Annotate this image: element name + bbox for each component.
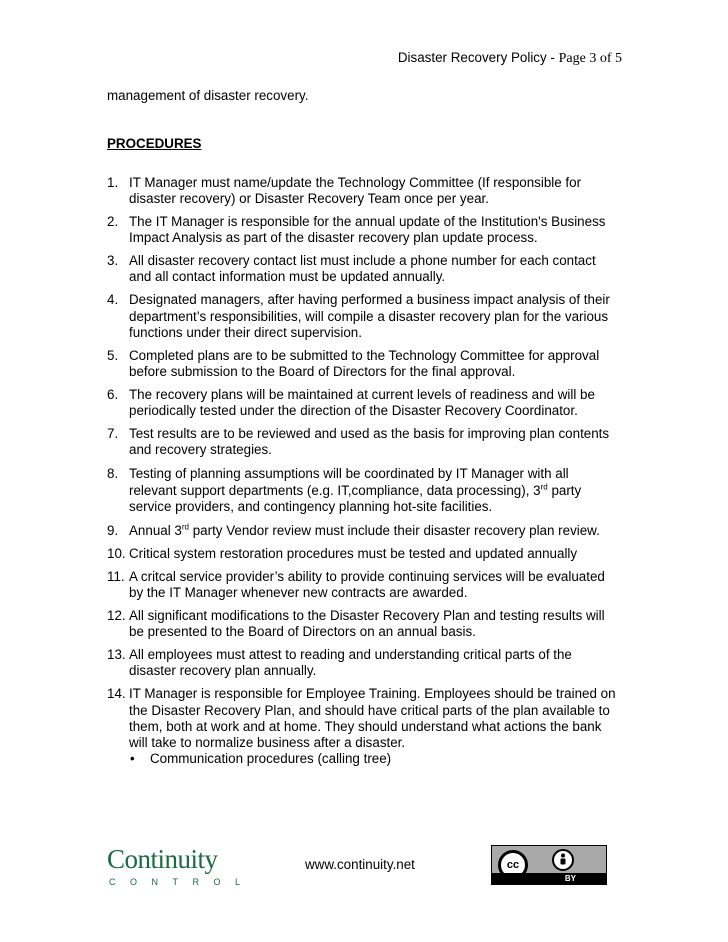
page-header: [398, 50, 622, 67]
item-text: Completed plans are to be submitted to the Technology Committee for approval before submission to the Board of Directors for the final approval.: [129, 347, 600, 379]
cc-license-badge: [491, 845, 607, 885]
list-item: [107, 569, 619, 602]
item-text: Annual 3: [129, 523, 182, 539]
item-number: 13.: [107, 647, 126, 663]
item-text: IT Manager must name/update the Technology Committee (If responsible for disaster recovery) or Disaster Recovery Team once per year.: [129, 175, 582, 207]
item-number: 3.: [107, 253, 119, 269]
item-text: Test results are to be reviewed and used as the basis for improving plan contents and recovery strategies.: [129, 425, 610, 458]
list-item: [107, 292, 619, 341]
sub-bullet-text: Communication procedures (calling tree): [150, 751, 392, 767]
list-item: [107, 686, 619, 767]
item-number: 1.: [107, 175, 119, 190]
item-text-continued: party service providers, and contingency planning hot-site facilities.: [129, 482, 582, 515]
list-item: [107, 214, 619, 247]
ordinal-suffix: rd: [181, 522, 189, 532]
section-heading: PROCEDURES: [107, 136, 202, 151]
item-text: The recovery plans will be maintained at current levels of readiness and will be periodically tested under the direction of the Disaster Recovery Coordinator.: [129, 386, 595, 419]
item-number: 10.: [107, 546, 126, 562]
list-item: [107, 608, 619, 641]
item-number: 14.: [107, 686, 126, 702]
item-number: 8.: [107, 466, 119, 482]
sub-bullet-item: [129, 751, 619, 767]
ordinal-suffix: rd: [540, 482, 548, 492]
item-number: 4.: [107, 292, 119, 308]
item-text: The IT Manager is responsible for the annual update of the Institution's Business Impact Analysis as part of the disaster recovery plan update process.: [129, 214, 606, 246]
list-item: [107, 546, 619, 562]
item-text: Testing of planning assumptions will be coordinated by IT Manager with all relevant support departments (e.g. IT,compliance, data processing), 3: [129, 466, 569, 498]
list-item: [107, 647, 619, 680]
list-item: [107, 387, 619, 420]
item-number: 11.: [107, 568, 125, 584]
person-icon: [554, 851, 572, 869]
item-text: IT Manager is responsible for Employee Training. Employees should be trained on the Disaster Recovery Plan, and should have critical parts of the plan available to them, both at work and at home. They should understand what actions the bank will take to normalize business after a disaster.: [129, 686, 616, 751]
item-number: 7.: [107, 425, 119, 441]
footer-url: www.continuity.net: [305, 857, 415, 872]
item-number: 6.: [107, 386, 119, 402]
item-text: All disaster recovery contact list must include a phone number for each contact and all contact information must be updated annually.: [129, 253, 596, 285]
item-text: Critical system restoration procedures must be tested and updated annually: [129, 546, 578, 562]
list-item: [107, 523, 619, 539]
item-number: 12.: [107, 608, 126, 624]
logo-wordmark: Continuity: [107, 844, 218, 874]
item-text: All employees must attest to reading and understanding critical parts of the disaster recovery plan annually.: [129, 647, 572, 679]
document-title: Disaster Recovery Policy -: [397, 50, 559, 65]
procedures-list: [107, 175, 619, 774]
license-strip: [492, 873, 606, 884]
cc-icon-label: cc: [506, 859, 520, 871]
item-text: A critcal service provider’s ability to provide continuing services will be evaluated by the IT Manager whenever new contracts are awarded.: [129, 568, 605, 601]
bullet-icon: •: [130, 751, 135, 767]
list-item: [107, 348, 619, 381]
list-item: [107, 175, 619, 208]
page-number: Page 3 of 5: [558, 51, 622, 66]
continuity-logo: [107, 844, 255, 890]
logo-tagline: CONTROL: [109, 877, 255, 887]
item-text: All significant modifications to the Disaster Recovery Plan and testing results will be presented to the Board of Directors on an annual basis.: [129, 608, 605, 640]
license-by-label: BY: [564, 874, 576, 883]
item-text-continued: party Vendor review must include their disaster recovery plan review.: [189, 523, 600, 539]
list-item: [107, 253, 619, 286]
attribution-icon: [552, 849, 574, 871]
item-number: 2.: [107, 214, 119, 230]
list-item: [107, 426, 619, 459]
item-number: 5.: [107, 347, 119, 363]
item-text: Designated managers, after having performed a business impact analysis of their department’s responsibilities, will compile a disaster recovery plan for the various functions under their direct supervision.: [129, 292, 610, 340]
item-number: 9.: [107, 523, 119, 539]
list-item: [107, 466, 619, 515]
intro-text: management of disaster recovery.: [107, 88, 309, 103]
